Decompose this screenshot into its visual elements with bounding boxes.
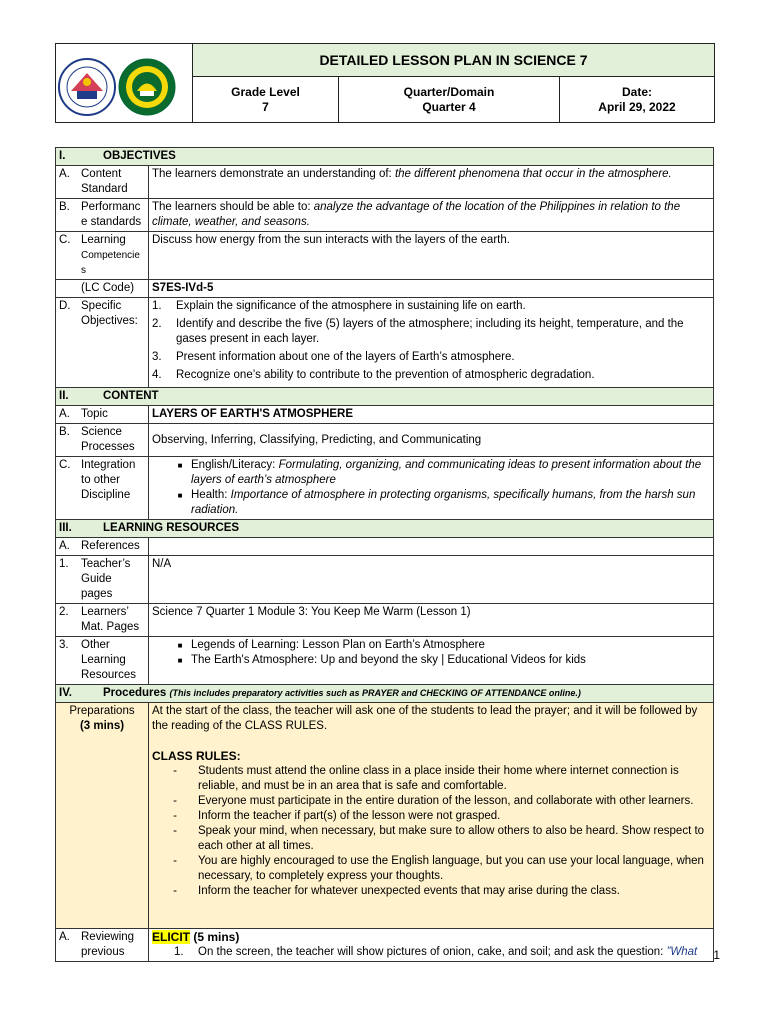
list-item: [169, 458, 710, 488]
rule-text: Speak your mind, when necessary, but make sure to allow others to also be heard. Show respect to each other at all times.: [198, 825, 705, 852]
row-letter: A.: [59, 540, 70, 552]
section-number: II.: [59, 390, 69, 402]
elicit-label: ELICIT: [152, 930, 190, 944]
bullet-icon: ■: [177, 656, 183, 665]
row-value: N/A: [149, 556, 714, 604]
review-question: ”What: [666, 946, 698, 958]
row-label-text: Science Processes: [81, 426, 135, 453]
competencies-row: [56, 232, 714, 280]
preparations-row: [56, 703, 714, 929]
row-label-small: Competencie s: [81, 250, 140, 276]
row-label: [56, 604, 149, 637]
item-lead: English/Literacy:: [191, 459, 279, 471]
row-letter: D.: [59, 300, 71, 312]
lc-code-row: [56, 280, 714, 298]
section-title: LEARNING RESOURCES: [103, 522, 240, 534]
deped-seal-logo: [58, 58, 116, 116]
item-number: 4.: [152, 369, 162, 381]
item-text: Legends of Learning: Lesson Plan on Earth’s Atmosphere: [191, 639, 485, 651]
list-item: [169, 638, 710, 653]
item-text: The Earth's Atmosphere: Up and beyond the sky | Educational Videos for kids: [191, 654, 586, 666]
topic-value: LAYERS OF EARTH'S ATMOSPHERE: [149, 406, 714, 424]
row-label: [56, 538, 149, 556]
item-text: Identify and describe the five (5) layers of the atmosphere; including its height, temperature, and the gases present in each layer.: [176, 318, 684, 345]
performance-lead: The learners should be able to:: [152, 201, 314, 213]
item-number: 2.: [152, 318, 162, 330]
row-letter: 3.: [59, 639, 69, 651]
science-processes-row: [56, 424, 714, 457]
list-item: - Everyone must participate in the entire duration of the lesson, and collaborate with other learners.: [173, 795, 694, 807]
list-item: [152, 350, 710, 365]
bullet-icon: ■: [177, 641, 183, 650]
section-header: [56, 685, 714, 703]
row-label: [56, 280, 149, 298]
content-standard-lead: The learners demonstrate an understanding of:: [152, 168, 395, 180]
class-rules-title: CLASS RULES:: [152, 749, 241, 763]
row-letter: C.: [59, 459, 71, 471]
content-standard-text: the different phenomena that occur in the atmosphere.: [394, 168, 672, 180]
preparations-text: At the start of the class, the teacher will ask one of the students to lead the prayer; and it will be followed by the reading of the CLASS RULES.: [152, 705, 698, 732]
list-item: - Inform the teacher if part(s) of the lesson were not grasped.: [173, 810, 501, 822]
bullet-icon: ■: [177, 461, 183, 470]
row-letter: A.: [59, 168, 70, 180]
row-value: Observing, Inferring, Classifying, Predicting, and Communicating: [149, 424, 714, 457]
row-label-text: Learners’ Mat. Pages: [81, 606, 140, 633]
row-label: [56, 556, 149, 604]
rule-text: You are highly encouraged to use the English language, but you can use your local language, when necessary, to completely express your thoughts.: [198, 855, 704, 882]
topic-row: [56, 406, 714, 424]
item-text: Explain the significance of the atmosphere in sustaining life on earth.: [176, 300, 526, 312]
performance-text: analyze the advantage of the location of the Philippines in relation to the climate, weather, and seasons.: [152, 201, 681, 228]
page-number: 1: [713, 948, 720, 962]
list-item: [152, 299, 710, 314]
list-item: - Inform the teacher for whatever unexpected events that may arise during the class.: [173, 885, 620, 897]
row-label: [56, 457, 149, 520]
row-label-text: References: [81, 540, 140, 552]
item-text: Importance of atmosphere in protecting organisms, specifically humans, from the harsh sun radiation.: [191, 489, 696, 516]
row-label: [56, 298, 149, 388]
procedures-note: (This includes preparatory activities such as PRAYER and CHECKING OF ATTENDANCE online.): [169, 688, 581, 698]
grade-level-cell: [193, 77, 339, 122]
item-text: Formulating, organizing, and communicating ideas to present information about the layers of earth’s atmosphere: [191, 459, 702, 486]
row-label-text: Specific Objectives:: [81, 300, 138, 327]
elicit-time: (5 mins): [190, 930, 240, 944]
row-letter: C.: [59, 234, 71, 246]
list-item: - Speak your mind, when necessary, but make sure to allow others to also be heard. Show respect to each other at all times.: [152, 824, 710, 854]
preparations-time: (3 mins): [79, 720, 125, 732]
section-content-row: [56, 388, 714, 406]
integration-list: [169, 458, 710, 518]
integration-row: [56, 457, 714, 520]
list-item: - Students must attend the online class in a place inside their home where internet connection is reliable, and must be in an area that is safe and comfortable.: [152, 764, 710, 794]
reviewing-row: [56, 929, 714, 962]
row-label-text: Content Standard: [81, 168, 128, 195]
rule-text: Inform the teacher if part(s) of the lesson were not grasped.: [198, 810, 501, 822]
row-label-text: Learning: [81, 234, 126, 246]
row-label-text: Other Learning Resources: [81, 639, 136, 681]
date-cell: [560, 77, 714, 122]
row-value: [149, 166, 714, 199]
content-standard-row: [56, 166, 714, 199]
row-value: [149, 703, 714, 929]
preparations-label: Preparations: [69, 705, 135, 717]
item-text: Present information about one of the layers of Earth’s atmosphere.: [176, 351, 515, 363]
section-title: CONTENT: [103, 390, 159, 402]
item-number: 3.: [152, 351, 162, 363]
list-item: [152, 368, 710, 383]
section-header: [56, 388, 714, 406]
list-item: [152, 317, 710, 347]
row-letter: B.: [59, 201, 70, 213]
lc-code-value: S7ES-IVd-5: [149, 280, 714, 298]
quarter-cell: [339, 77, 560, 122]
teachers-guide-row: [56, 556, 714, 604]
item-text: Recognize one’s ability to contribute to the prevention of atmospheric degradation.: [176, 369, 595, 381]
row-label-text: Integration to other Discipline: [81, 459, 136, 501]
learners-pages-row: [56, 604, 714, 637]
review-text: On the screen, the teacher will show pictures of onion, cake, and soil; and ask the question:: [198, 946, 667, 958]
quarter-value: Quarter 4: [422, 99, 476, 114]
lesson-plan-header: [55, 43, 715, 123]
lesson-plan-table: [55, 147, 714, 962]
section-number: III.: [59, 522, 72, 534]
row-value: Discuss how energy from the sun interacts with the layers of the earth.: [149, 232, 714, 280]
row-label-text: Performanc e standards: [81, 201, 142, 228]
row-letter: A.: [59, 931, 70, 943]
list-item: [169, 653, 710, 668]
resources-list: [169, 638, 710, 668]
section-objectives-row: [56, 148, 714, 166]
rule-text: Inform the teacher for whatever unexpected events that may arise during the class.: [198, 885, 620, 897]
item-lead: Health:: [191, 489, 231, 501]
class-rules-list: [152, 764, 710, 899]
row-label: [56, 424, 149, 457]
row-label-text: Reviewing previous: [81, 931, 135, 958]
row-value: Science 7 Quarter 1 Module 3: You Keep Me Warm (Lesson 1): [149, 604, 714, 637]
section-number: I.: [59, 150, 66, 162]
quarter-label: Quarter/Domain: [403, 84, 495, 99]
item-number: 1.: [174, 946, 184, 958]
section-header: [56, 148, 714, 166]
grade-level-label: Grade Level: [231, 84, 300, 99]
row-label: [56, 199, 149, 232]
lesson-plan-title: DETAILED LESSON PLAN IN SCIENCE 7: [193, 44, 714, 77]
item-number: 1.: [152, 300, 162, 312]
row-label: [56, 406, 149, 424]
row-value: [149, 298, 714, 388]
section-title: Procedures: [103, 687, 167, 699]
specific-objectives-row: [56, 298, 714, 388]
row-label-text: Topic: [81, 408, 108, 420]
seals-area: [56, 44, 193, 122]
row-value: [149, 199, 714, 232]
section-resources-row: [56, 520, 714, 538]
section-title: OBJECTIVES: [103, 150, 176, 162]
lc-code-label: (LC Code): [81, 282, 135, 294]
rule-text: Everyone must participate in the entire duration of the lesson, and collaborate with other learners.: [198, 795, 694, 807]
row-letter: 2.: [59, 606, 69, 618]
lesson-info-row: [193, 77, 714, 122]
date-label: Date:: [621, 84, 652, 99]
row-label-text: Teacher’s Guide pages: [81, 558, 131, 600]
list-item: - You are highly encouraged to use the English language, but you can use your local language, when necessary, to completely express your thoughts.: [152, 854, 710, 884]
rule-text: Students must attend the online class in a place inside their home where internet connection is reliable, and must be in an area that is safe and comfortable.: [198, 765, 679, 792]
row-letter: 1.: [59, 558, 69, 570]
section-procedures-row: [56, 685, 714, 703]
date-value: April 29, 2022: [598, 99, 676, 114]
bullet-icon: ■: [177, 491, 183, 500]
row-label: [56, 232, 149, 280]
objectives-list: [152, 299, 710, 383]
section-number: IV.: [59, 687, 73, 699]
row-label: [56, 166, 149, 199]
row-label: [56, 703, 149, 929]
section-header: [56, 520, 714, 538]
row-value: [149, 637, 714, 685]
row-letter: B.: [59, 426, 70, 438]
row-label: [56, 637, 149, 685]
row-letter: A.: [59, 408, 70, 420]
list-item: [169, 488, 710, 518]
row-value: [149, 457, 714, 520]
row-value: [149, 538, 714, 556]
grade-level-value: 7: [262, 99, 269, 114]
references-row: [56, 538, 714, 556]
row-value: [149, 929, 714, 962]
other-resources-row: [56, 637, 714, 685]
performance-standards-row: [56, 199, 714, 232]
division-seal-logo: [118, 58, 176, 116]
row-label: [56, 929, 149, 962]
